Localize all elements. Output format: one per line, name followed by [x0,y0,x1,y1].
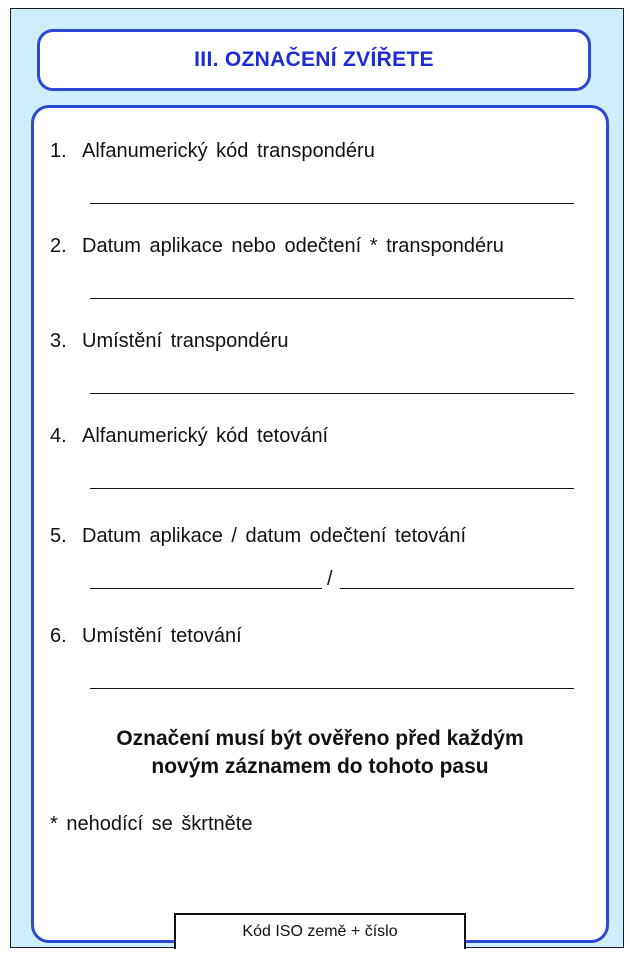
field-4-label [50,425,328,448]
field-label: Umístění transpondéru [82,330,289,352]
field-number: 2. [50,235,67,257]
notice-line-2: novým záznamem do tohoto pasu [151,755,489,778]
passport-page [10,8,624,948]
field-label: Umístění tetování [82,625,242,647]
field-5-label [50,525,466,548]
field-label: Datum aplikace nebo odečtení * transpondéru [82,235,504,257]
field-label: Alfanumerický kód transpondéru [82,140,375,162]
field-4-write-line[interactable] [90,488,574,489]
verification-notice [34,725,606,781]
iso-code-tab [174,913,466,949]
field-number: 5. [50,525,67,547]
field-5-reading-date-line[interactable] [340,588,574,589]
identification-form [31,105,609,943]
date-separator: / [327,568,333,590]
field-label: Datum aplikace / datum odečtení tetování [82,525,467,547]
footnote: * nehodící se škrtněte [50,813,253,835]
field-number: 3. [50,330,67,352]
field-number: 6. [50,625,67,647]
field-number: 1. [50,140,67,162]
field-5-application-date-line[interactable] [90,588,322,589]
iso-code-label: Kód ISO země + číslo [242,923,398,940]
field-1-write-line[interactable] [90,203,574,204]
notice-line-1: Označení musí být ověřeno před každým [116,727,524,750]
field-6-label [50,625,242,648]
section-title: III. OZNAČENÍ ZVÍŘETE [194,48,434,71]
field-3-label [50,330,288,353]
field-6-write-line[interactable] [90,688,574,689]
section-title-box [37,29,591,91]
field-2-label [50,235,504,258]
field-1-label [50,140,375,163]
field-number: 4. [50,425,67,447]
field-3-write-line[interactable] [90,393,574,394]
field-2-write-line[interactable] [90,298,574,299]
field-label: Alfanumerický kód tetování [82,425,329,447]
